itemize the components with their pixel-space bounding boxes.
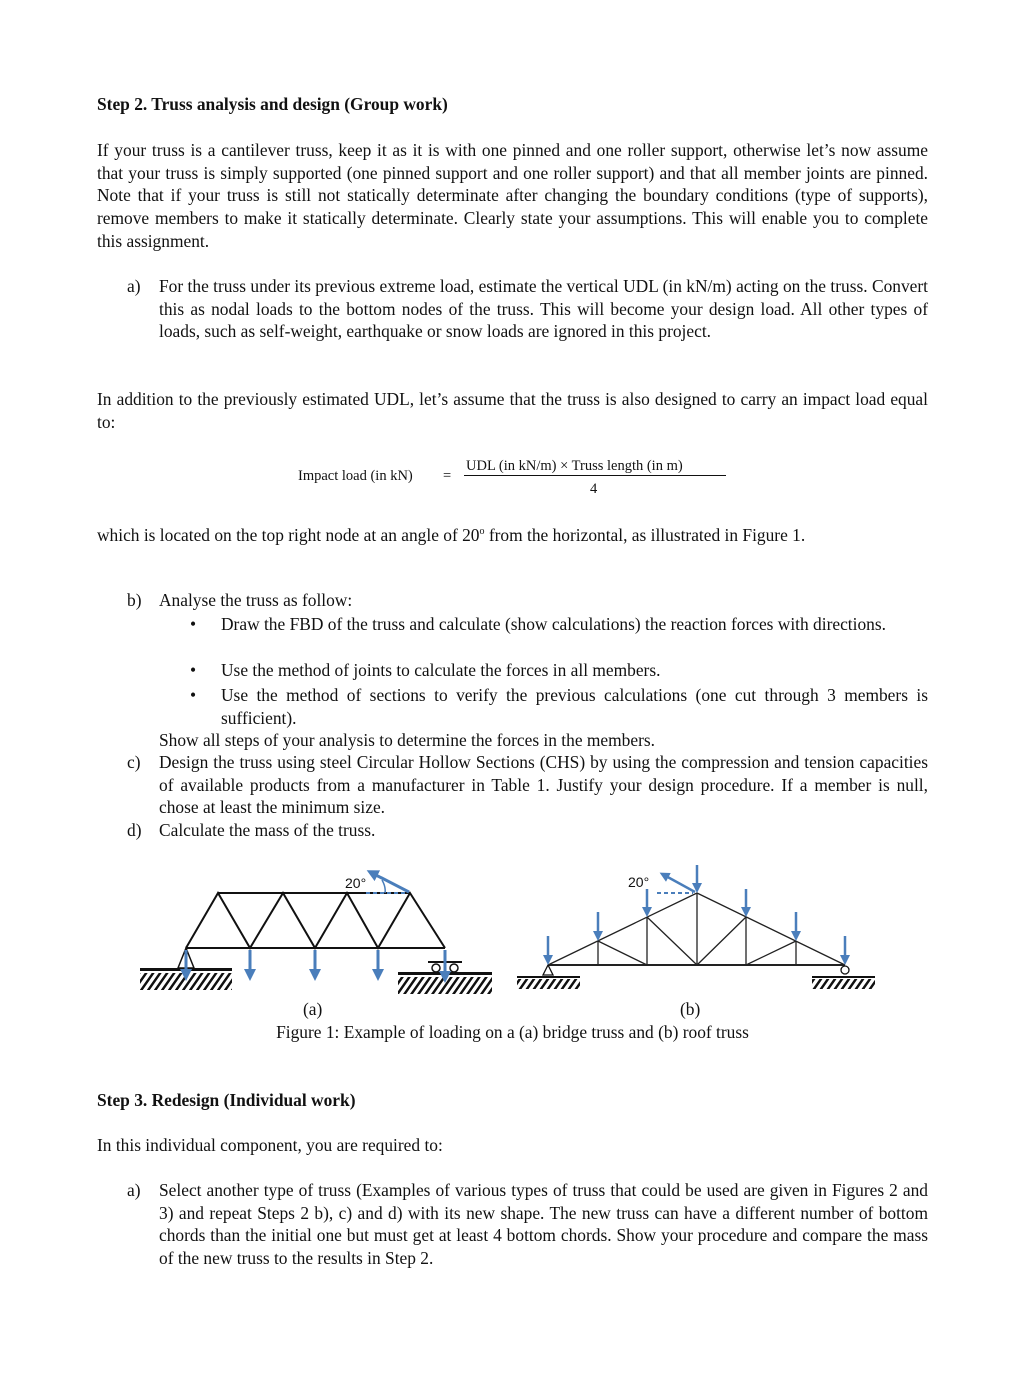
step2-intro: If your truss is a cantilever truss, keep it as it is with one pinned and one roller support, otherwise let’s now assume that your truss is simply supported (one pinned support and one roller support) and that all member joints are pinned. Note that if your truss is still not statically determinate after changing the boundary conditions (type of supports), remove members to make it statically determinate. Clearly state your assumptions. This will enable you to complete this assignment.	[97, 140, 928, 251]
bullet-text: Draw the FBD of the truss and calculate (show calculations) the reaction forces with directions.	[221, 614, 886, 634]
item-label: a)	[127, 1180, 141, 1200]
angle-label-a: 20°	[345, 875, 367, 891]
item-text: Show all steps of your analysis to determine the forces in the members.	[159, 730, 655, 750]
impact-intro: In addition to the previously estimated UDL, let’s assume that the truss is also designed to carry an impact load equal to:	[97, 389, 928, 432]
item-text: Analyse the truss as follow:	[159, 590, 353, 610]
bullet-text: Use the method of joints to calculate the forces in all members.	[221, 660, 661, 680]
degree-sup: o	[479, 526, 485, 537]
equation-lhs: Impact load (in kN)	[298, 468, 413, 484]
item-text: Select another type of truss (Examples of various types of truss that could be used are given in Figures 2 and 3) and repeat Steps 2 b), c) and d) with its new shape. The new truss can have a different number of bottom chords than the initial one but must get at least 4 bottom chords. Show your procedure and compare the mass of the new truss to the results in Step 2.	[159, 1180, 928, 1269]
item-text: Design the truss using steel Circular Hollow Sections (CHS) by using the compression and tension capacities of available products from a manufacturer in Table 1. Justify your design procedure. If a member is null, chose at least the minimum size.	[159, 752, 928, 818]
item-label: a)	[127, 276, 141, 296]
item-label: d)	[127, 820, 142, 840]
item-text: Calculate the mass of the truss.	[159, 820, 376, 840]
subfigure-label-b: (b)	[680, 999, 701, 1019]
bullet-text: Use the method of sections to verify the previous calculations (one cut through 3 members is sufficient).	[221, 685, 928, 728]
located-pre: which is located on the top right node at an angle of 20	[97, 524, 480, 545]
subfigure-label-a: (a)	[303, 999, 323, 1019]
bridge-truss	[186, 893, 445, 948]
angle-arc	[382, 880, 385, 893]
item-text: For the truss under its previous extreme load, estimate the vertical UDL (in kN/m) acting on the truss. Convert this as nodal loads to the bottom nodes of the truss. This will become your design load. All other types of loads, such as self-weight, earthquake or snow loads are ignored in this project.	[159, 276, 928, 342]
roof-truss	[548, 893, 845, 965]
equation-equals: =	[443, 468, 452, 484]
item-label: b)	[127, 590, 142, 610]
item-label: c)	[127, 752, 141, 772]
step3-intro: In this individual component, you are required to:	[97, 1135, 443, 1155]
equation-numerator: UDL (in kN/m) × Truss length (in m)	[466, 458, 683, 474]
angle-label-b: 20°	[628, 874, 650, 890]
bullet-dot: •	[190, 685, 197, 705]
step3-heading: Step 3. Redesign (Individual work)	[97, 1090, 356, 1110]
bullet-dot: •	[190, 660, 197, 680]
located-post: from the horizontal, as illustrated in Figure 1.	[484, 524, 806, 545]
equation-denominator: 4	[590, 481, 598, 497]
step2-heading: Step 2. Truss analysis and design (Group work)	[97, 94, 448, 114]
bridge-loads	[186, 873, 445, 977]
figure-caption: Figure 1: Example of loading on a (a) bridge truss and (b) roof truss	[276, 1022, 749, 1042]
bullet-dot: •	[190, 614, 197, 634]
roof-supports	[517, 965, 875, 989]
step3-item-a	[127, 1179, 928, 1270]
